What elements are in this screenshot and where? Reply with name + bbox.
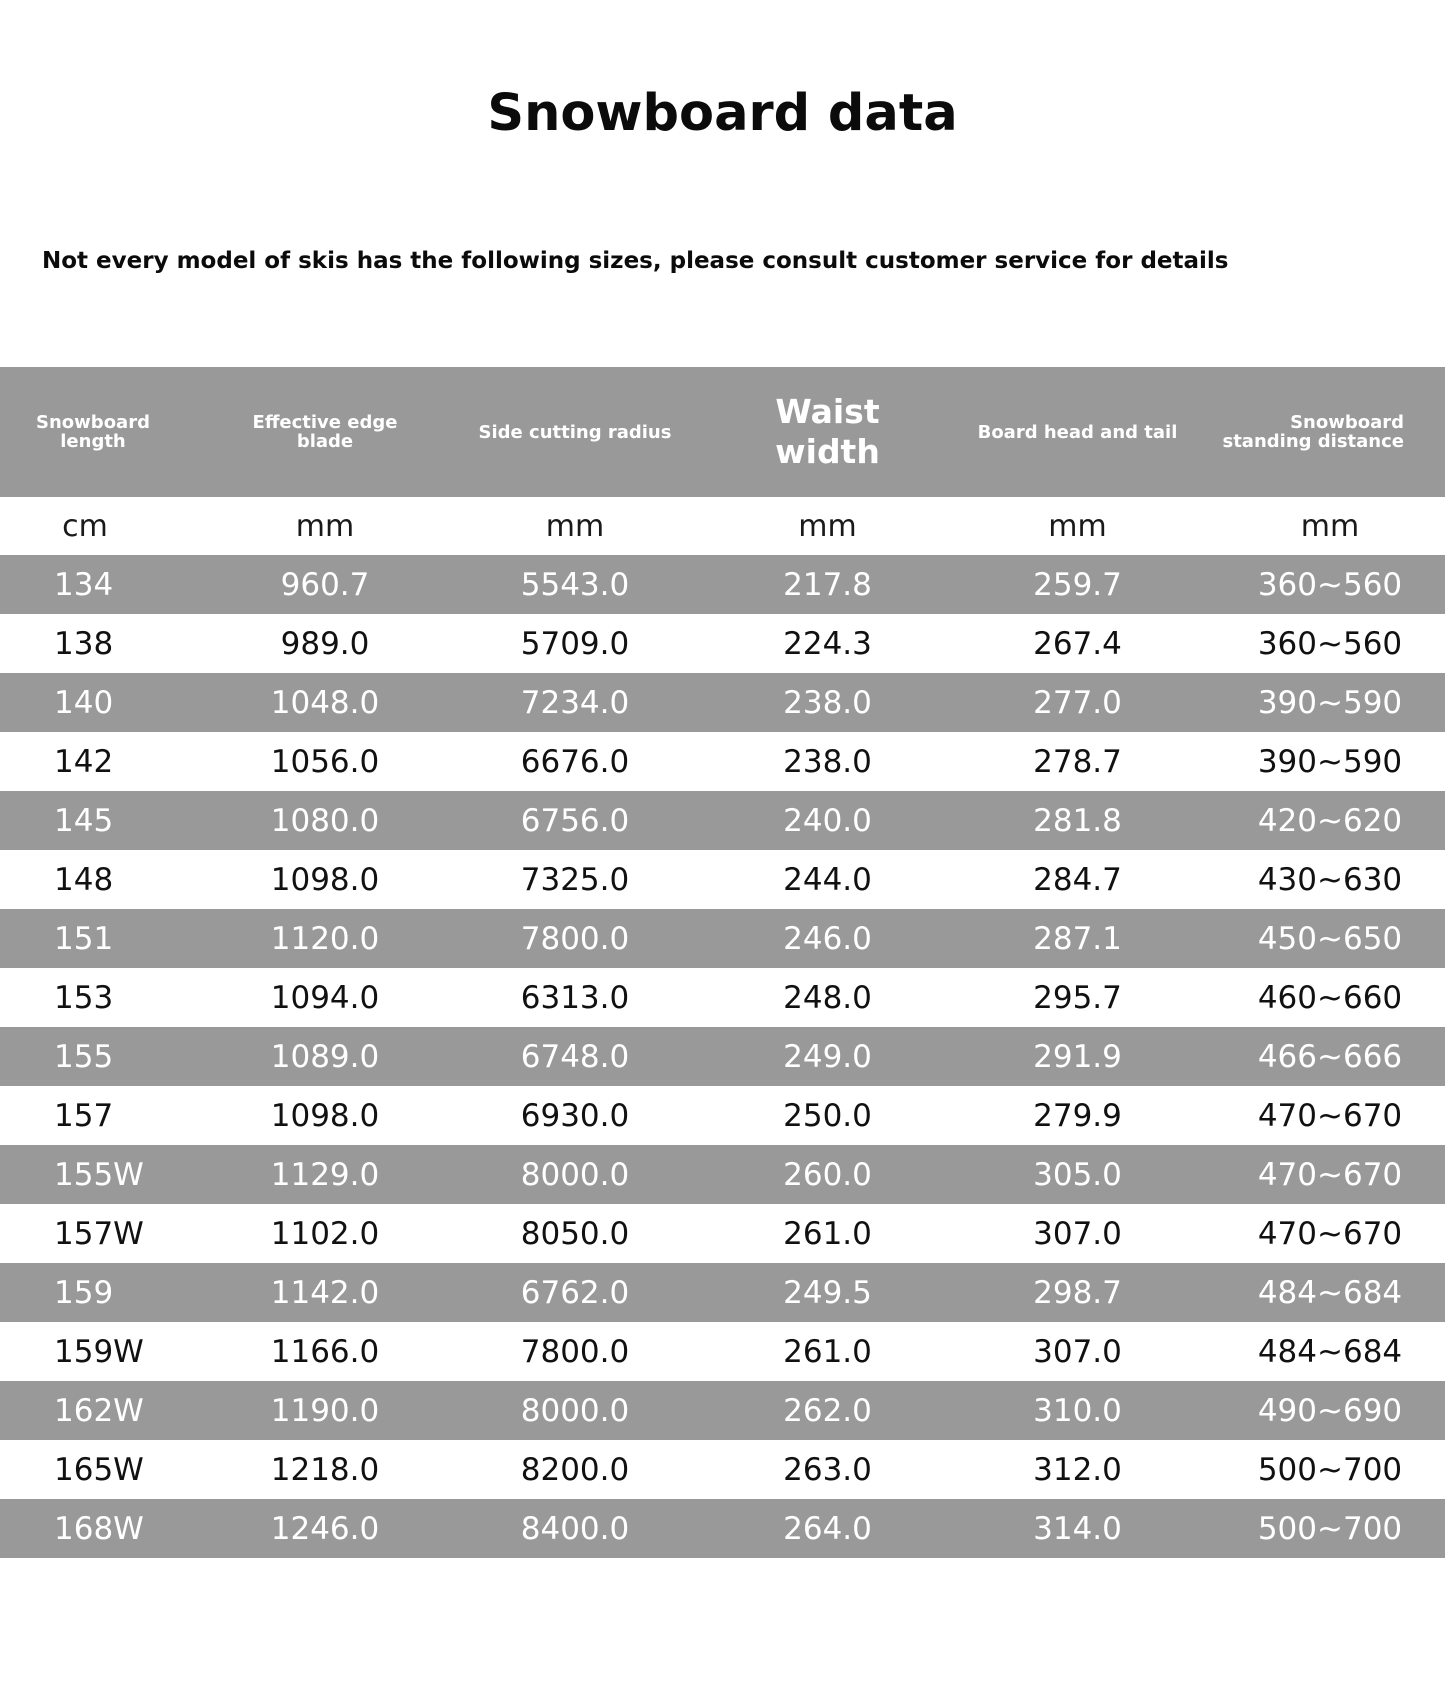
table-row [0,850,1445,909]
cell-waist-width: 240.0 [783,802,872,839]
table-row [0,1204,1445,1263]
cell-side-radius: 5543.0 [520,566,630,603]
cell-standing-distance: 484~684 [1257,1274,1403,1311]
cell-standing-distance: 360~560 [1257,625,1403,662]
cell-side-radius: 7325.0 [520,861,630,898]
cell-standing-distance: 470~670 [1257,1097,1403,1134]
cell-side-radius: 7800.0 [520,920,630,957]
cell-length: 162W [54,1392,144,1429]
unit-stand: mm [1300,508,1360,544]
unit-side: mm [545,508,605,544]
cell-length: 153 [54,979,114,1016]
cell-side-radius: 6676.0 [520,743,630,780]
table-row [0,732,1445,791]
header-standing-distance-label: Snowboard standing distance [1222,412,1404,452]
cell-side-radius: 5709.0 [520,625,630,662]
header-standing-distance [1215,367,1445,497]
cell-standing-distance: 420~620 [1257,802,1403,839]
cell-head-tail: 284.7 [1033,861,1122,898]
cell-length: 155W [54,1156,144,1193]
cell-side-radius: 8050.0 [520,1215,630,1252]
cell-side-radius: 8000.0 [520,1392,630,1429]
cell-waist-width: 262.0 [783,1392,872,1429]
cell-standing-distance: 390~590 [1257,743,1403,780]
unit-edge: mm [295,508,355,544]
cell-length: 157W [54,1215,144,1252]
cell-edge-blade: 1098.0 [270,861,380,898]
table-body [0,555,1445,1558]
header-waist-width: Waist width [775,392,880,471]
cell-length: 148 [54,861,114,898]
cell-edge-blade: 1190.0 [270,1392,380,1429]
cell-edge-blade: 1218.0 [270,1451,380,1488]
cell-edge-blade: 960.7 [280,566,370,603]
cell-edge-blade: 1080.0 [270,802,380,839]
cell-head-tail: 305.0 [1033,1156,1122,1193]
cell-head-tail: 307.0 [1033,1333,1122,1370]
table-row [0,1322,1445,1381]
page-title: Snowboard data [487,84,958,143]
cell-head-tail: 291.9 [1033,1038,1122,1075]
table-row [0,555,1445,614]
cell-waist-width: 249.5 [783,1274,872,1311]
cell-waist-width: 261.0 [783,1215,872,1252]
cell-side-radius: 6748.0 [520,1038,630,1075]
cell-waist-width: 244.0 [783,861,872,898]
cell-waist-width: 263.0 [783,1451,872,1488]
cell-length: 140 [54,684,114,721]
cell-length: 168W [54,1510,144,1547]
unit-head: mm [1048,508,1107,544]
cell-edge-blade: 1089.0 [270,1038,380,1075]
cell-waist-width: 238.0 [783,743,872,780]
cell-standing-distance: 360~560 [1257,566,1403,603]
cell-head-tail: 298.7 [1033,1274,1122,1311]
cell-edge-blade: 1102.0 [270,1215,380,1252]
cell-standing-distance: 470~670 [1257,1156,1403,1193]
cell-length: 155 [54,1038,114,1075]
cell-standing-distance: 390~590 [1257,684,1403,721]
cell-length: 134 [54,566,114,603]
cell-edge-blade: 1129.0 [270,1156,380,1193]
cell-edge-blade: 1048.0 [270,684,380,721]
cell-waist-width: 260.0 [783,1156,872,1193]
table-row [0,1086,1445,1145]
cell-standing-distance: 500~700 [1257,1451,1403,1488]
cell-head-tail: 310.0 [1033,1392,1122,1429]
table-row [0,1145,1445,1204]
cell-length: 151 [54,920,114,957]
cell-waist-width: 264.0 [783,1510,872,1547]
table-row [0,1263,1445,1322]
cell-standing-distance: 500~700 [1257,1510,1403,1547]
cell-head-tail: 277.0 [1033,684,1122,721]
cell-head-tail: 279.9 [1033,1097,1122,1134]
header-snowboard-length: Snowboard length [36,412,150,452]
cell-edge-blade: 1120.0 [270,920,380,957]
cell-side-radius: 8400.0 [520,1510,630,1547]
cell-side-radius: 7800.0 [520,1333,630,1370]
cell-side-radius: 6756.0 [520,802,630,839]
cell-waist-width: 217.8 [783,566,872,603]
cell-length: 165W [54,1451,144,1488]
table-row [0,791,1445,850]
cell-standing-distance: 484~684 [1257,1333,1403,1370]
cell-waist-width: 238.0 [783,684,872,721]
cell-side-radius: 6930.0 [520,1097,630,1134]
cell-waist-width: 249.0 [783,1038,872,1075]
cell-standing-distance: 470~670 [1257,1215,1403,1252]
cell-standing-distance: 466~666 [1257,1038,1403,1075]
cell-length: 142 [54,743,114,780]
cell-standing-distance: 450~650 [1257,920,1403,957]
cell-waist-width: 261.0 [783,1333,872,1370]
cell-side-radius: 7234.0 [520,684,630,721]
cell-head-tail: 307.0 [1033,1215,1122,1252]
header-board-head-and-tail: Board head and tail [977,421,1178,443]
cell-standing-distance: 430~630 [1257,861,1403,898]
cell-edge-blade: 1056.0 [270,743,380,780]
table-row [0,909,1445,968]
cell-head-tail: 287.1 [1033,920,1122,957]
cell-length: 145 [54,802,114,839]
snowboard-table [0,367,1445,1558]
cell-head-tail: 281.8 [1033,802,1122,839]
cell-length: 159 [54,1274,114,1311]
table-row [0,968,1445,1027]
cell-edge-blade: 1142.0 [270,1274,380,1311]
cell-waist-width: 248.0 [783,979,872,1016]
cell-head-tail: 314.0 [1033,1510,1122,1547]
cell-head-tail: 267.4 [1033,625,1122,662]
size-notice: Not every model of skis has the following sizes, please consult customer service for details [42,248,1229,274]
cell-length: 138 [54,625,114,662]
table-row [0,673,1445,732]
table-header-row [0,367,1445,497]
cell-edge-blade: 1246.0 [270,1510,380,1547]
unit-waist: mm [798,508,857,544]
cell-edge-blade: 1098.0 [270,1097,380,1134]
cell-edge-blade: 989.0 [280,625,370,662]
table-row [0,1499,1445,1558]
cell-standing-distance: 460~660 [1257,979,1403,1016]
cell-waist-width: 250.0 [783,1097,872,1134]
cell-side-radius: 6762.0 [520,1274,630,1311]
cell-head-tail: 259.7 [1033,566,1122,603]
table-row [0,1381,1445,1440]
table-row [0,1440,1445,1499]
header-effective-edge-blade: Effective edge blade [252,412,398,452]
cell-standing-distance: 490~690 [1257,1392,1403,1429]
cell-head-tail: 295.7 [1033,979,1122,1016]
cell-side-radius: 6313.0 [520,979,630,1016]
table-units-row [0,497,1445,555]
unit-length: cm [62,508,108,544]
cell-side-radius: 8200.0 [520,1451,630,1488]
cell-length: 157 [54,1097,114,1134]
table-row [0,1027,1445,1086]
table-row [0,614,1445,673]
cell-head-tail: 312.0 [1033,1451,1122,1488]
cell-head-tail: 278.7 [1033,743,1122,780]
cell-edge-blade: 1094.0 [270,979,380,1016]
cell-waist-width: 246.0 [783,920,872,957]
cell-side-radius: 8000.0 [520,1156,630,1193]
cell-edge-blade: 1166.0 [270,1333,380,1370]
header-side-cutting-radius: Side cutting radius [478,421,672,443]
cell-length: 159W [54,1333,144,1370]
cell-waist-width: 224.3 [783,625,872,662]
